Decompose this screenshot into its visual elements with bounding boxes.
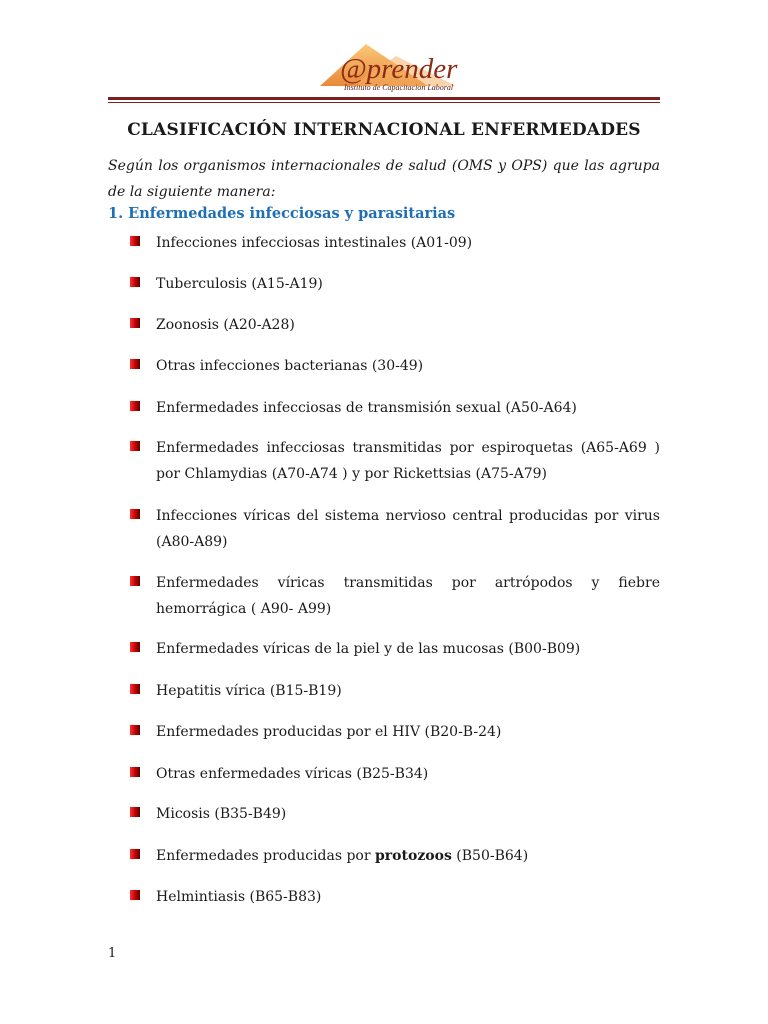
red-square-bullet-icon [130,890,140,900]
list-item-text-before: Enfermedades producidas por [156,848,376,864]
list-item [130,353,660,379]
list-item-text: Enfermedades producidas por el HIV (B20-B-24) [156,724,502,740]
red-square-bullet-icon [130,642,140,652]
red-square-bullet-icon [130,318,140,328]
list-item-text-bold: protozoos [375,848,452,864]
list-item-text: Otras enfermedades víricas (B25-B34) [156,766,429,782]
list-item [130,435,660,487]
list-item [130,761,660,787]
list-item-text: Infecciones víricas del sistema nervioso central producidas por virus (A80-A89) [156,508,660,550]
list-item [130,843,660,869]
list-item-text: Micosis (B35-B49) [156,806,287,822]
logo-subtitle: Instituto de Capacitacion Laboral [344,83,454,92]
list-item [130,503,660,555]
red-square-bullet-icon [130,684,140,694]
logo-wordmark: @prender [340,53,458,85]
list-item [130,678,660,704]
list-item-text: Hepatitis vírica (B15-B19) [156,683,342,699]
red-square-bullet-icon [130,277,140,287]
list-item [130,271,660,297]
list-item [130,884,660,910]
red-square-bullet-icon [130,359,140,369]
header-rule [108,97,660,100]
list-item-text: Tuberculosis (A15-A19) [156,276,323,292]
red-square-bullet-icon [130,441,140,451]
list-item [130,719,660,745]
red-square-bullet-icon [130,509,140,519]
red-square-bullet-icon [130,725,140,735]
red-square-bullet-icon [130,236,140,246]
red-square-bullet-icon [130,576,140,586]
section-heading: 1. Enfermedades infecciosas y parasitarias [108,205,456,222]
list-item-text-after: (B50-B64) [451,848,529,864]
list-item-text: Zoonosis (A20-A28) [156,317,295,333]
list-item [130,570,660,622]
list-item-text: Enfermedades infecciosas de transmisión sexual (A50-A64) [156,400,577,416]
list-item-text: Enfermedades infecciosas transmitidas por espiroquetas (A65-A69 ) por Chlamydias (A70-A74 ) y por Rickettsias (A75-A79) [156,440,660,482]
list-item [130,801,660,827]
list-item-text: Enfermedades víricas de la piel y de las mucosas (B00-B09) [156,641,581,657]
list-item [130,230,660,256]
list-item [130,395,660,421]
header-rule-thin [108,102,660,103]
list-item [130,312,660,338]
list-item-text: Enfermedades víricas transmitidas por artrópodos y fiebre hemorrágica ( A90- A99) [156,575,660,617]
intro-paragraph: Según los organismos internacionales de salud (OMS y OPS) que las agrupa de la siguiente manera: [108,158,660,200]
list-item-text [156,843,660,869]
list-item-text: Infecciones infecciosas intestinales (A01-09) [156,235,473,251]
red-square-bullet-icon [130,767,140,777]
red-square-bullet-icon [130,401,140,411]
list-item-text: Otras infecciones bacterianas (30-49) [156,358,424,374]
list-item-text: Helmintiasis (B65-B83) [156,889,322,905]
aprender-logo [318,42,458,92]
list-item [130,636,660,662]
red-square-bullet-icon [130,807,140,817]
page-number: 1 [108,946,117,961]
page-title: CLASIFICACIÓN INTERNACIONAL ENFERMEDADES [127,120,641,140]
red-square-bullet-icon [130,849,140,859]
logo-graphic [318,42,458,92]
